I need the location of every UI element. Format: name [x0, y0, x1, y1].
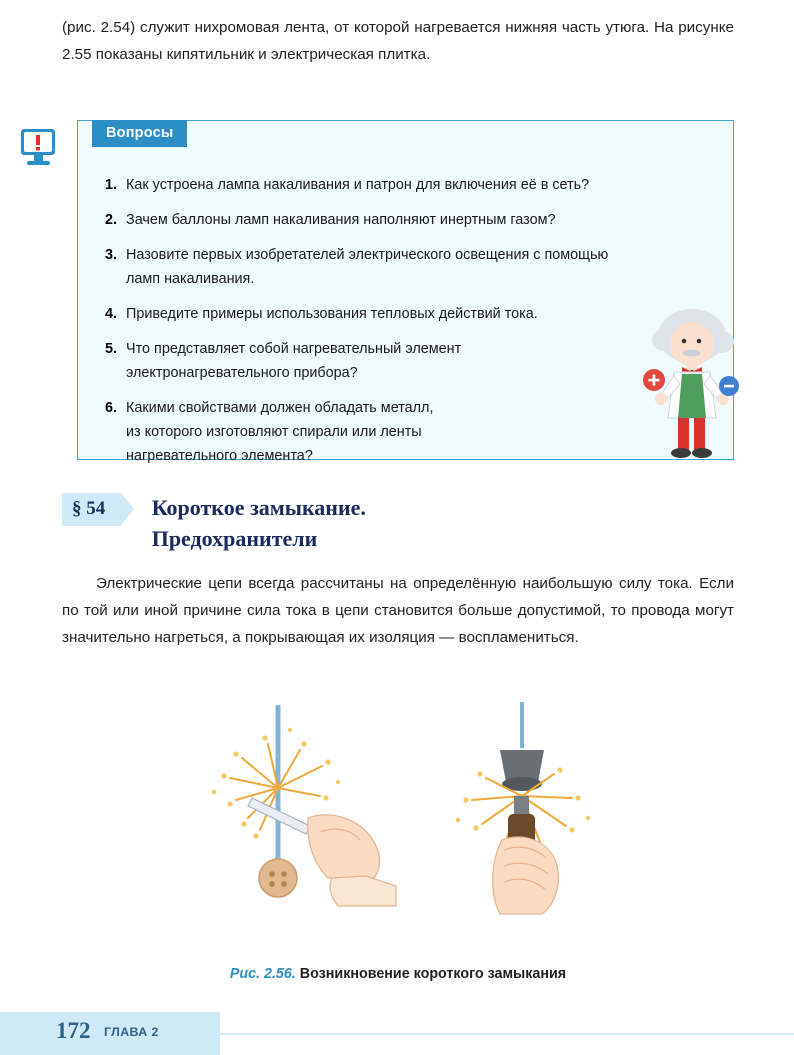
body-paragraph: Электрические цепи всегда рассчитаны на определённую наибольшую силу тока. Если по той или иной причине сила тока в цепи становится больше допустимой, то провода могут значительно нагреться, а покрывающая их изоляция — воспламениться. — [62, 575, 734, 646]
list-item — [100, 337, 717, 385]
question-number: 3. — [104, 247, 117, 263]
section-title-line-1: Короткое замыкание. — [151, 495, 366, 520]
monitor-exclamation-icon — [20, 128, 58, 168]
question-line-1: Какими свойствами должен обладать металл, — [126, 400, 434, 416]
question-line-1: Назовите первых изобретателей электрического освещения с помощью — [126, 247, 609, 263]
list-item — [100, 302, 717, 326]
questions-list — [100, 173, 717, 479]
intro-paragraph: (рис. 2.54) служит нихромовая лента, от которой нагревается нижняя часть утюга. На рисунке 2.55 показаны кипятильник и электрическая плитка. — [62, 19, 734, 63]
question-text — [126, 396, 717, 468]
question-text: Приведите примеры использования тепловых действий тока. — [126, 306, 538, 322]
question-number: 5. — [104, 341, 117, 357]
chapter-label: ГЛАВА 2 — [104, 1025, 159, 1039]
question-text: Как устроена лампа накаливания и патрон для включения её в сеть? — [126, 177, 590, 193]
questions-box-title: Вопросы — [92, 120, 187, 147]
section-title — [152, 492, 366, 554]
list-item — [100, 208, 717, 232]
list-item — [100, 243, 717, 291]
question-text: Зачем баллоны ламп накаливания наполняют инертным газом? — [126, 212, 556, 228]
question-number: 4. — [104, 306, 117, 322]
list-item — [100, 173, 717, 197]
section-number-tag: § 54 — [62, 493, 121, 526]
section-heading — [62, 492, 742, 554]
figure-2-56 — [170, 700, 640, 945]
list-item — [100, 396, 717, 468]
question-number: 2. — [104, 212, 117, 228]
page-number: 172 — [56, 1018, 91, 1043]
question-number: 1. — [104, 177, 117, 193]
question-text — [126, 337, 717, 385]
figure-caption-text: Возникновение короткого замыкания — [299, 966, 567, 982]
question-text — [126, 243, 717, 291]
question-line-2: электронагревательного прибора? — [126, 365, 358, 381]
figure-caption-ref: Рис. 2.56. — [229, 966, 296, 982]
footer-divider — [220, 1033, 794, 1035]
question-line-2: ламп накаливания. — [126, 271, 255, 287]
einstein-character — [630, 300, 750, 465]
question-number: 6. — [104, 400, 117, 416]
question-line-3: нагревательного элемента? — [126, 448, 313, 464]
question-line-1: Что представляет собой нагревательный элемент — [126, 341, 462, 357]
question-line-2: из которого изготовляют спирали или ленты — [126, 424, 422, 440]
section-title-line-2: Предохранители — [151, 526, 318, 551]
figure-caption — [62, 966, 734, 982]
